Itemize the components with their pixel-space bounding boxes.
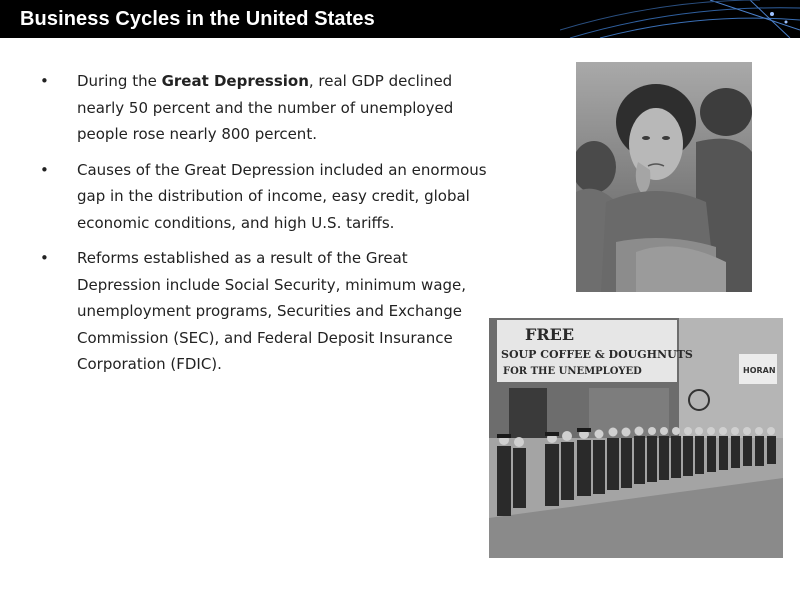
bullet-list: [40, 68, 490, 387]
bullet-text: Causes of the Great Depression included an enormous gap in the distribution of income, easy credit, global economic conditions, and high U.S. tariffs.: [77, 160, 487, 232]
sign-coffee-text: SOUP COFFEE & DOUGHNUTS: [501, 348, 693, 361]
decorative-lines-graphic: [560, 0, 800, 38]
sign-unemployed-text: FOR THE UNEMPLOYED: [503, 366, 642, 377]
migrant-mother-photo: [576, 62, 752, 292]
bullet-marker: •: [40, 249, 49, 267]
sign-horan-text: HORAN: [743, 366, 776, 375]
bullet-item: [40, 245, 490, 378]
bullet-item: [40, 157, 490, 237]
bullet-marker: •: [40, 72, 49, 90]
breadline-image: [489, 318, 783, 558]
title-bar: [0, 0, 800, 38]
soup-kitchen-line-photo: [489, 318, 783, 558]
slide-title: Business Cycles in the United States: [20, 8, 375, 30]
portrait-image: [576, 62, 752, 292]
bullet-text-bold: Great Depression: [161, 72, 309, 90]
bullet-marker: •: [40, 160, 49, 179]
sign-free-text: FREE: [525, 325, 575, 344]
bullet-text-suffix: , real GDP declined nearly 50 percent and the number of unemployed people rose nearly 800 percent.: [77, 72, 454, 143]
bullet-text-prefix: During the: [77, 72, 162, 90]
bullet-item: [40, 68, 490, 148]
bullet-text: Reforms established as a result of the Great Depression include Social Security, minimum wage, unemployment programs, Securities and Exchange Commission (SEC), and Federal Deposit Insurance Corporation (FDIC).: [77, 249, 467, 373]
